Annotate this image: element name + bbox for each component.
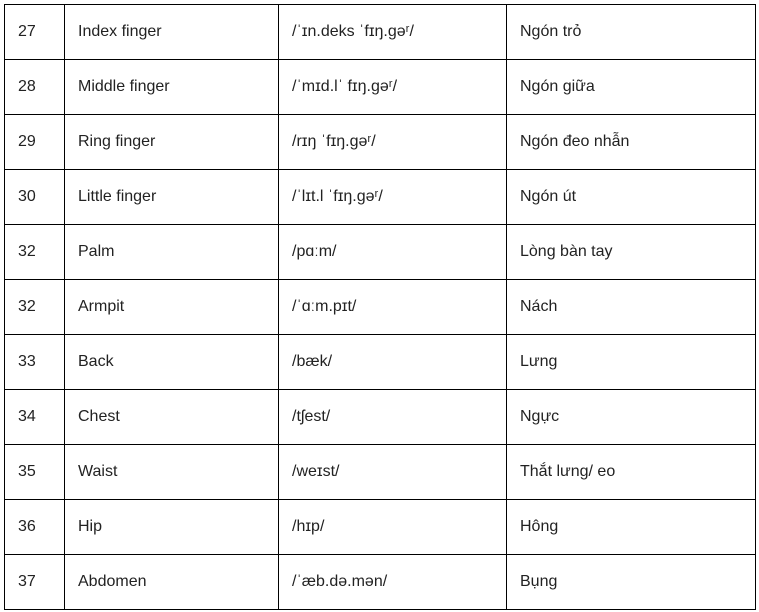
table-row [5, 390, 756, 445]
table-row [5, 555, 756, 610]
vocabulary-table [4, 4, 756, 610]
ipa-pronunciation: /ˈɪn.deks ˈfɪŋ.ɡəʳ/ [279, 5, 507, 60]
ipa-pronunciation: /ˈmɪd.lˈ fɪŋ.ɡəʳ/ [279, 60, 507, 115]
vietnamese-meaning: Nách [507, 280, 756, 335]
english-word: Palm [65, 225, 279, 280]
row-number: 36 [5, 500, 65, 555]
table-row [5, 5, 756, 60]
english-word: Little finger [65, 170, 279, 225]
vietnamese-meaning: Ngón út [507, 170, 756, 225]
row-number: 37 [5, 555, 65, 610]
vietnamese-meaning: Bụng [507, 555, 756, 610]
row-number: 32 [5, 225, 65, 280]
english-word: Abdomen [65, 555, 279, 610]
row-number: 27 [5, 5, 65, 60]
table-row [5, 280, 756, 335]
ipa-pronunciation: /ˈlɪt.l ˈfɪŋ.ɡəʳ/ [279, 170, 507, 225]
vietnamese-meaning: Ngón đeo nhẫn [507, 115, 756, 170]
table-row [5, 335, 756, 390]
table-row [5, 225, 756, 280]
table-row [5, 500, 756, 555]
vietnamese-meaning: Ngón trỏ [507, 5, 756, 60]
table-row [5, 60, 756, 115]
english-word: Back [65, 335, 279, 390]
vietnamese-meaning: Lòng bàn tay [507, 225, 756, 280]
row-number: 30 [5, 170, 65, 225]
vietnamese-meaning: Lưng [507, 335, 756, 390]
table-row [5, 445, 756, 500]
english-word: Index finger [65, 5, 279, 60]
row-number: 29 [5, 115, 65, 170]
ipa-pronunciation: /pɑːm/ [279, 225, 507, 280]
table-row [5, 170, 756, 225]
english-word: Waist [65, 445, 279, 500]
row-number: 34 [5, 390, 65, 445]
vietnamese-meaning: Ngực [507, 390, 756, 445]
english-word: Chest [65, 390, 279, 445]
english-word: Hip [65, 500, 279, 555]
ipa-pronunciation: /weɪst/ [279, 445, 507, 500]
english-word: Middle finger [65, 60, 279, 115]
ipa-pronunciation: /hɪp/ [279, 500, 507, 555]
ipa-pronunciation: /tʃest/ [279, 390, 507, 445]
row-number: 28 [5, 60, 65, 115]
ipa-pronunciation: /ˈɑːm.pɪt/ [279, 280, 507, 335]
table-row [5, 115, 756, 170]
english-word: Ring finger [65, 115, 279, 170]
vietnamese-meaning: Ngón giữa [507, 60, 756, 115]
ipa-pronunciation: /bæk/ [279, 335, 507, 390]
row-number: 32 [5, 280, 65, 335]
row-number: 33 [5, 335, 65, 390]
ipa-pronunciation: /rɪŋ ˈfɪŋ.ɡəʳ/ [279, 115, 507, 170]
row-number: 35 [5, 445, 65, 500]
vietnamese-meaning: Thắt lưng/ eo [507, 445, 756, 500]
vietnamese-meaning: Hông [507, 500, 756, 555]
english-word: Armpit [65, 280, 279, 335]
ipa-pronunciation: /ˈæb.də.mən/ [279, 555, 507, 610]
